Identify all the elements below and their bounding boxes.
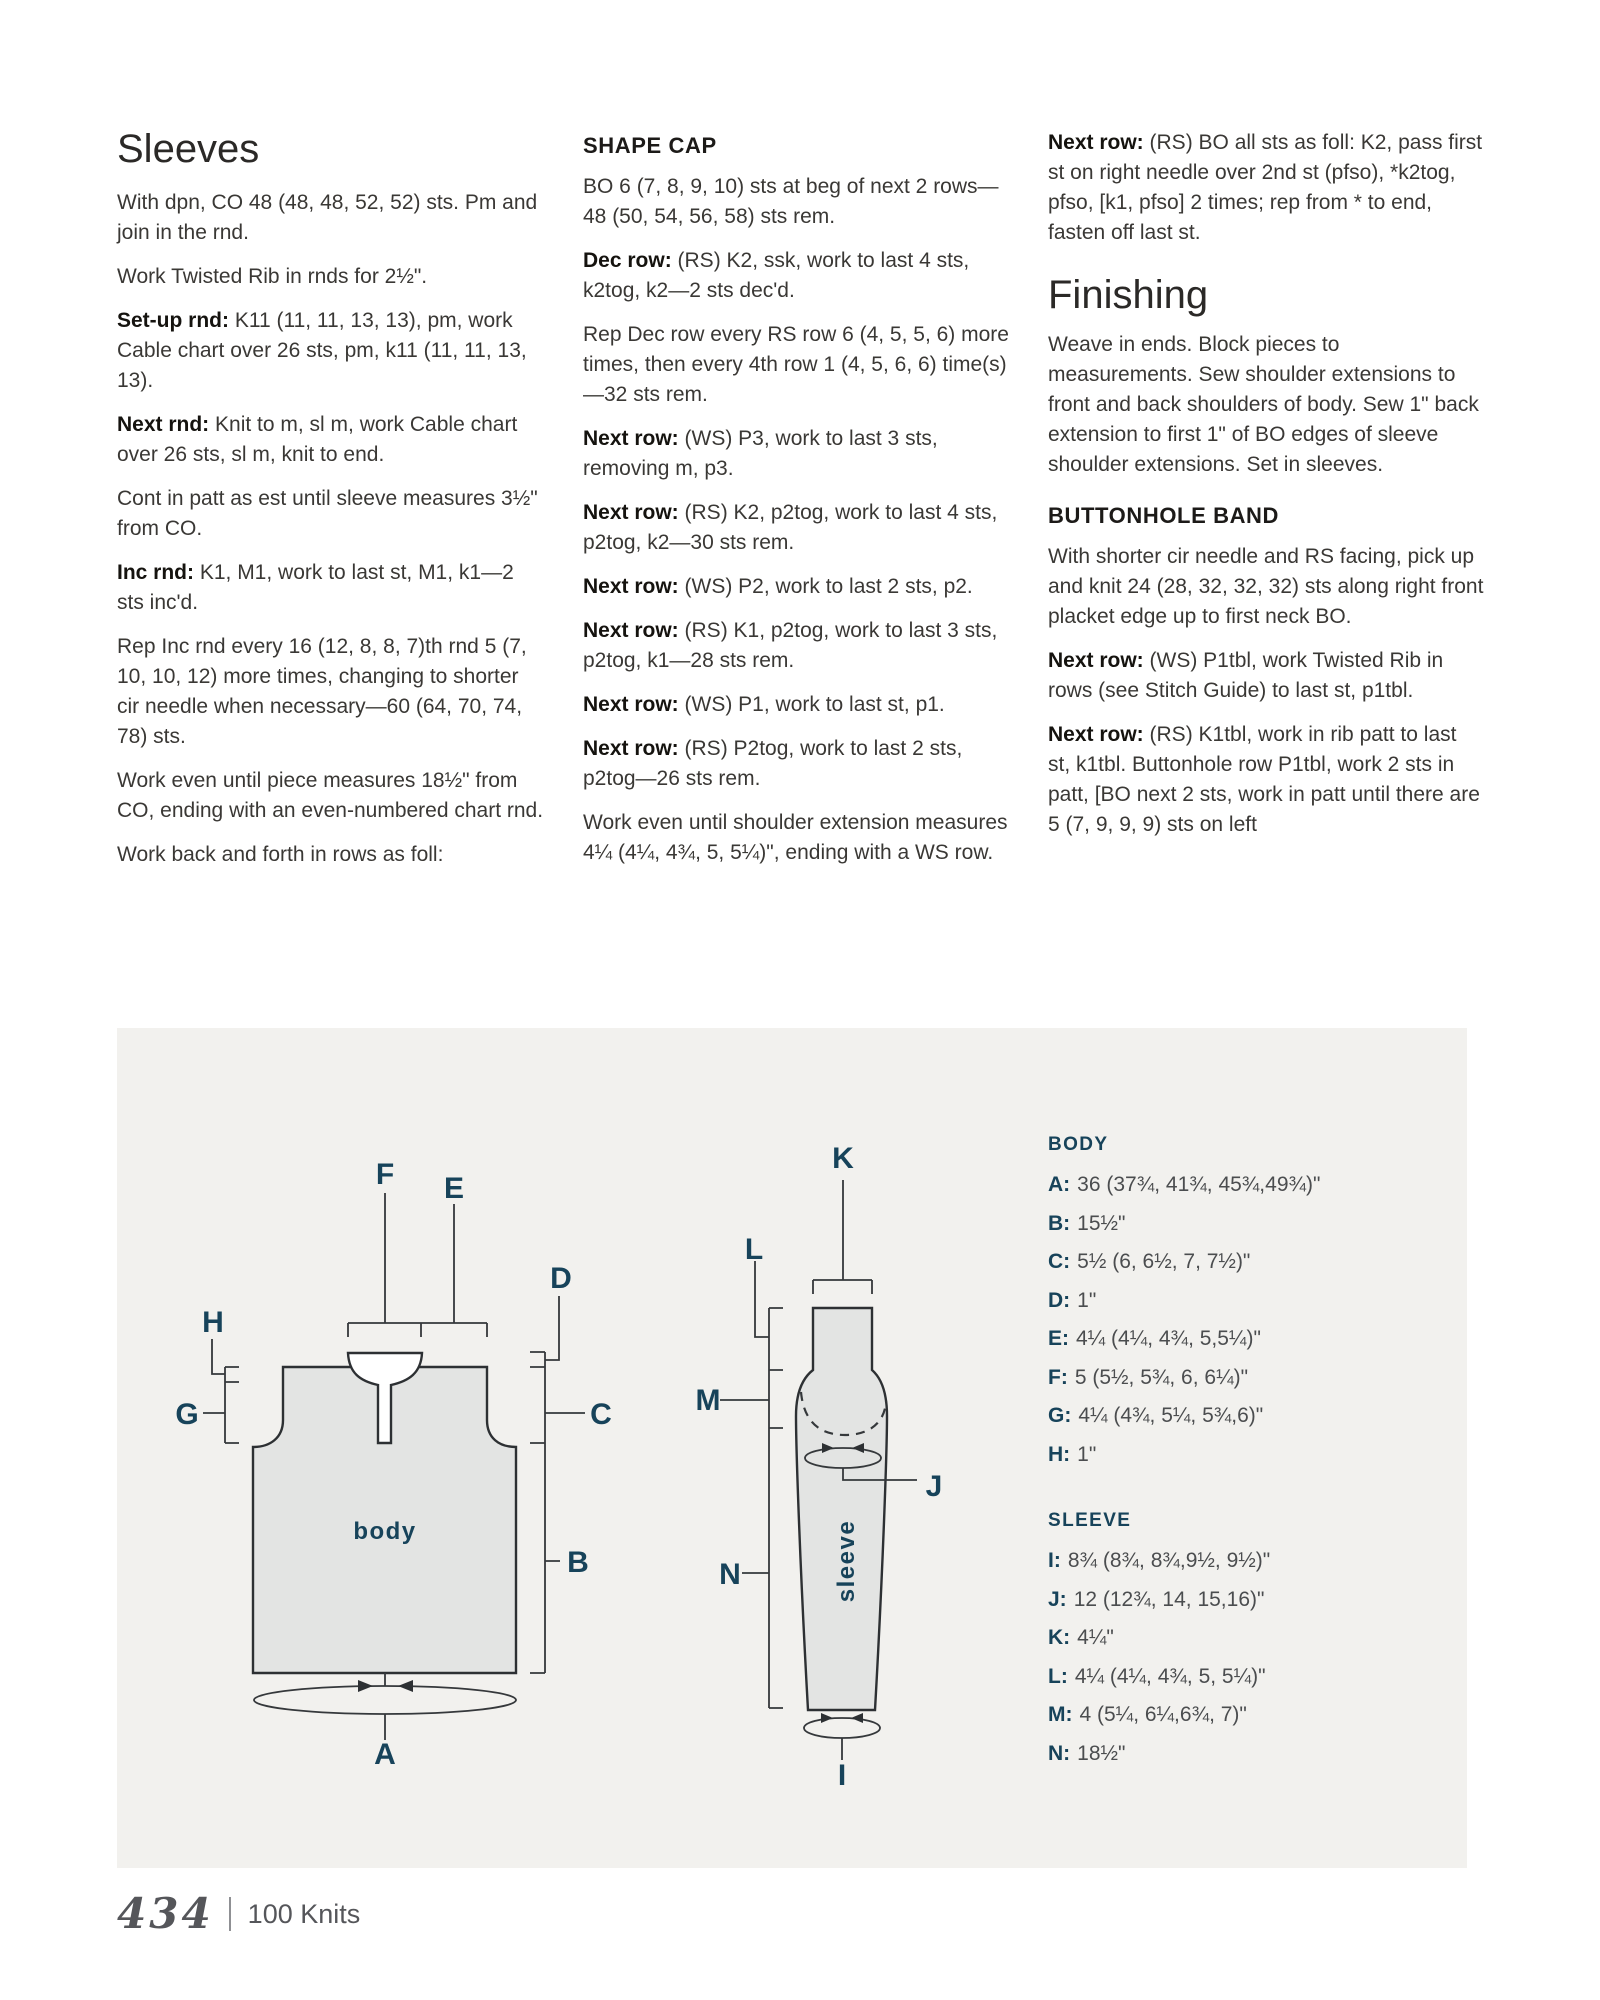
paragraph: Inc rnd: K1, M1, work to last st, M1, k1—2 sts inc'd. (117, 561, 514, 614)
knit-direction-arrow (358, 1680, 373, 1692)
paragraph-lead: Dec row: (583, 249, 672, 272)
label-J: J (925, 1470, 943, 1503)
paragraph: Work even until shoulder extension measures 4¼ (4¼, 4¾, 5, 5¼)", ending with a WS row. (583, 811, 1008, 864)
measurement-label: I: (1048, 1549, 1061, 1572)
shape-cap-paragraphs (583, 172, 1015, 868)
sleeve-measurements (1048, 1510, 1458, 1773)
label-D: D (550, 1262, 572, 1295)
measurement-label: A: (1048, 1173, 1071, 1196)
body-measurements (1048, 1134, 1458, 1474)
cast-on-ellipse-cuff (804, 1718, 880, 1738)
measurement-item: F: 5 (5½, 5¾, 6, 6¼)" (1048, 1365, 1249, 1389)
paragraph: Next row: (WS) P3, work to last 3 sts, removing m, p3. (583, 427, 938, 480)
schematic-panel (117, 1028, 1467, 1868)
paragraph: Set-up rnd: K11 (11, 11, 13, 13), pm, work Cable chart over 26 sts, pm, k11 (11, 11, 13, 13). (117, 309, 527, 392)
paragraph: Next row: (RS) BO all sts as foll: K2, pass first st on right needle over 2nd st (pfso), *k2tog, pfso, [k1, pfso] 2 times; rep from * to end, fasten off last st. (1048, 131, 1483, 244)
paragraph: Next row: (RS) P2tog, work to last 2 sts, p2tog—26 sts rem. (583, 737, 963, 790)
measurement-label: H: (1048, 1442, 1071, 1466)
measurement-key (1048, 1134, 1458, 1773)
cast-on-ellipse-body (254, 1686, 516, 1714)
measure-bracket-left (225, 1367, 239, 1443)
measurement-item: L: 4¼ (4¼, 4¾, 5, 5¼)" (1048, 1664, 1266, 1688)
label-F: F (375, 1158, 395, 1191)
paragraph-lead: Next rnd: (117, 413, 210, 436)
label-K: K (832, 1142, 854, 1175)
paragraph: Work Twisted Rib in rnds for 2½". (117, 265, 428, 288)
label-M: M (695, 1384, 721, 1417)
paragraph-lead: Next row: (1048, 131, 1144, 154)
paragraph: Next row: (WS) P1, work to last st, p1. (583, 693, 945, 716)
paragraph-lead: Set-up rnd: (117, 309, 229, 332)
measure-connector-H (212, 1339, 225, 1374)
body-measurements-title: BODY (1048, 1134, 1109, 1155)
body-measurements-list (1048, 1166, 1458, 1474)
measurement-item: D: 1" (1048, 1288, 1097, 1312)
measure-line-right (530, 1352, 560, 1673)
measurement-item: E: 4¼ (4¼, 4¾, 5,5¼)" (1048, 1327, 1261, 1350)
paragraph: Next row: (RS) K2, p2tog, work to last 4 sts, p2tog, k2—30 sts rem. (583, 501, 998, 554)
measure-line-sleeve-left (769, 1308, 783, 1708)
bind-off-paragraphs (1048, 128, 1484, 248)
knit-direction-arrow (851, 1713, 863, 1723)
page-footer (117, 1889, 361, 1938)
measurement-label: N: (1048, 1741, 1071, 1765)
book-title: 100 Knits (247, 1899, 361, 1929)
column-shape-cap (583, 128, 1015, 882)
label-H: H (202, 1306, 224, 1339)
buttonhole-band-paragraphs (1048, 542, 1484, 840)
paragraph: Next row: (WS) P2, work to last 2 sts, p2. (583, 575, 973, 598)
measurement-item: B: 15½" (1048, 1211, 1126, 1235)
paragraph-lead: Next row: (583, 501, 679, 524)
measurement-label: D: (1048, 1288, 1071, 1312)
paragraph: Work back and forth in rows as foll: (117, 843, 444, 866)
measurement-item: N: 18½" (1048, 1741, 1126, 1765)
paragraph-lead: Next row: (583, 575, 679, 598)
column-sleeves (117, 126, 545, 884)
measurement-item: K: 4¼" (1048, 1626, 1114, 1649)
measurement-item: M: 4 (5¼, 6¼,6¾, 7)" (1048, 1703, 1247, 1726)
measurement-item: H: 1" (1048, 1442, 1097, 1466)
label-C: C (590, 1398, 612, 1431)
paragraph-lead: Next row: (583, 737, 679, 760)
label-A: A (374, 1738, 396, 1771)
section-heading-sleeves: Sleeves (117, 127, 260, 171)
paragraph: Rep Inc rnd every 16 (12, 8, 8, 7)th rnd 5 (7, 10, 10, 12) more times, changing to shorter cir needle when necessary—60 (64, 70, 74, 78) sts. (117, 635, 527, 748)
measurement-item: A: 36 (37¾, 41¾, 45¾,49¾)" (1048, 1173, 1321, 1196)
paragraph: Work even until piece measures 18½" from CO, ending with an even-numbered chart rnd. (117, 769, 544, 822)
paragraph: Next row: (RS) K1, p2tog, work to last 3 sts, p2tog, k1—28 sts rem. (583, 619, 998, 672)
measurement-label: K: (1048, 1626, 1071, 1649)
measurement-label: C: (1048, 1250, 1071, 1273)
paragraph-lead: Next row: (583, 427, 679, 450)
measurement-item: J: 12 (12¾, 14, 15,16)" (1048, 1587, 1265, 1611)
page-number: 434 (117, 1889, 214, 1938)
measurement-label: E: (1048, 1327, 1069, 1350)
section-heading-finishing: Finishing (1048, 273, 1209, 317)
footer-divider (229, 1897, 231, 1931)
label-I: I (837, 1759, 847, 1792)
paragraph: Rep Dec row every RS row 6 (4, 5, 5, 6) more times, then every 4th row 1 (4, 5, 6, 6) time(s)—32 sts rem. (583, 323, 1009, 406)
subheading-buttonhole-band: BUTTONHOLE BAND (1048, 503, 1280, 528)
finishing-paragraphs (1048, 330, 1484, 480)
measurement-label: F: (1048, 1365, 1068, 1389)
measurement-label: M: (1048, 1703, 1073, 1726)
sleeve-measurements-list (1048, 1542, 1458, 1773)
paragraph-lead: Next row: (1048, 723, 1144, 746)
paragraph: Dec row: (RS) K2, ssk, work to last 4 sts, k2tog, k2—2 sts dec'd. (583, 249, 970, 302)
paragraph-lead: Next row: (583, 619, 679, 642)
measurement-label: B: (1048, 1211, 1071, 1235)
paragraph: With dpn, CO 48 (48, 48, 52, 52) sts. Pm and join in the rnd. (117, 191, 538, 244)
label-N: N (719, 1558, 741, 1591)
label-sleeve: sleeve (833, 1519, 860, 1603)
column-finishing (1048, 128, 1484, 854)
measurement-item: C: 5½ (6, 6½, 7, 7½)" (1048, 1250, 1251, 1273)
sleeves-paragraphs (117, 188, 545, 870)
measure-bracket-top (348, 1323, 487, 1337)
paragraph: Weave in ends. Block pieces to measurements. Sew shoulder extensions to front and back shoulders of body. Sew 1" back extension to first 1" of BO edges of sleeve shoulder extensions. Set in sleeves. (1048, 333, 1479, 476)
paragraph-lead: Next row: (583, 693, 679, 716)
measure-bracket-K (813, 1280, 872, 1294)
subheading-shape-cap: SHAPE CAP (583, 133, 717, 158)
paragraph: Next rnd: Knit to m, sl m, work Cable chart over 26 sts, sl m, knit to end. (117, 413, 518, 466)
measurement-label: G: (1048, 1404, 1072, 1427)
sleeve-measurements-title: SLEEVE (1048, 1510, 1132, 1531)
paragraph: With shorter cir needle and RS facing, pick up and knit 24 (28, 32, 32, 32) sts along right front placket edge up to first neck BO. (1048, 545, 1484, 628)
label-E: E (443, 1172, 465, 1205)
label-L: L (744, 1233, 764, 1266)
measure-connector-L (755, 1261, 769, 1337)
measurement-item: G: 4¼ (4¾, 5¼, 5¾,6)" (1048, 1404, 1264, 1427)
label-G: G (175, 1398, 199, 1431)
paragraph: Cont in patt as est until sleeve measures 3½" from CO. (117, 487, 538, 540)
measurement-label: L: (1048, 1664, 1068, 1688)
label-B: B (567, 1546, 589, 1579)
knit-direction-arrow (821, 1713, 833, 1723)
paragraph-lead: Next row: (1048, 649, 1144, 672)
measurement-label: J: (1048, 1587, 1067, 1611)
measurement-item: I: 8¾ (8¾, 8¾,9½, 9½)" (1048, 1549, 1271, 1572)
paragraph: BO 6 (7, 8, 9, 10) sts at beg of next 2 rows—48 (50, 54, 56, 58) sts rem. (583, 175, 999, 228)
knit-direction-arrow (398, 1680, 413, 1692)
sleeve-outline (796, 1308, 887, 1710)
label-body: body (353, 1518, 417, 1545)
paragraph-lead: Inc rnd: (117, 561, 194, 584)
measure-connector-D (545, 1296, 559, 1360)
paragraph: Next row: (RS) K1tbl, work in rib patt to last st, k1tbl. Buttonhole row P1tbl, work 2 sts in patt, [BO next 2 sts, work in patt until there are 5 (7, 9, 9, 9) sts on left (1048, 723, 1480, 836)
paragraph: Next row: (WS) P1tbl, work Twisted Rib in rows (see Stitch Guide) to last st, p1tbl. (1048, 649, 1444, 702)
